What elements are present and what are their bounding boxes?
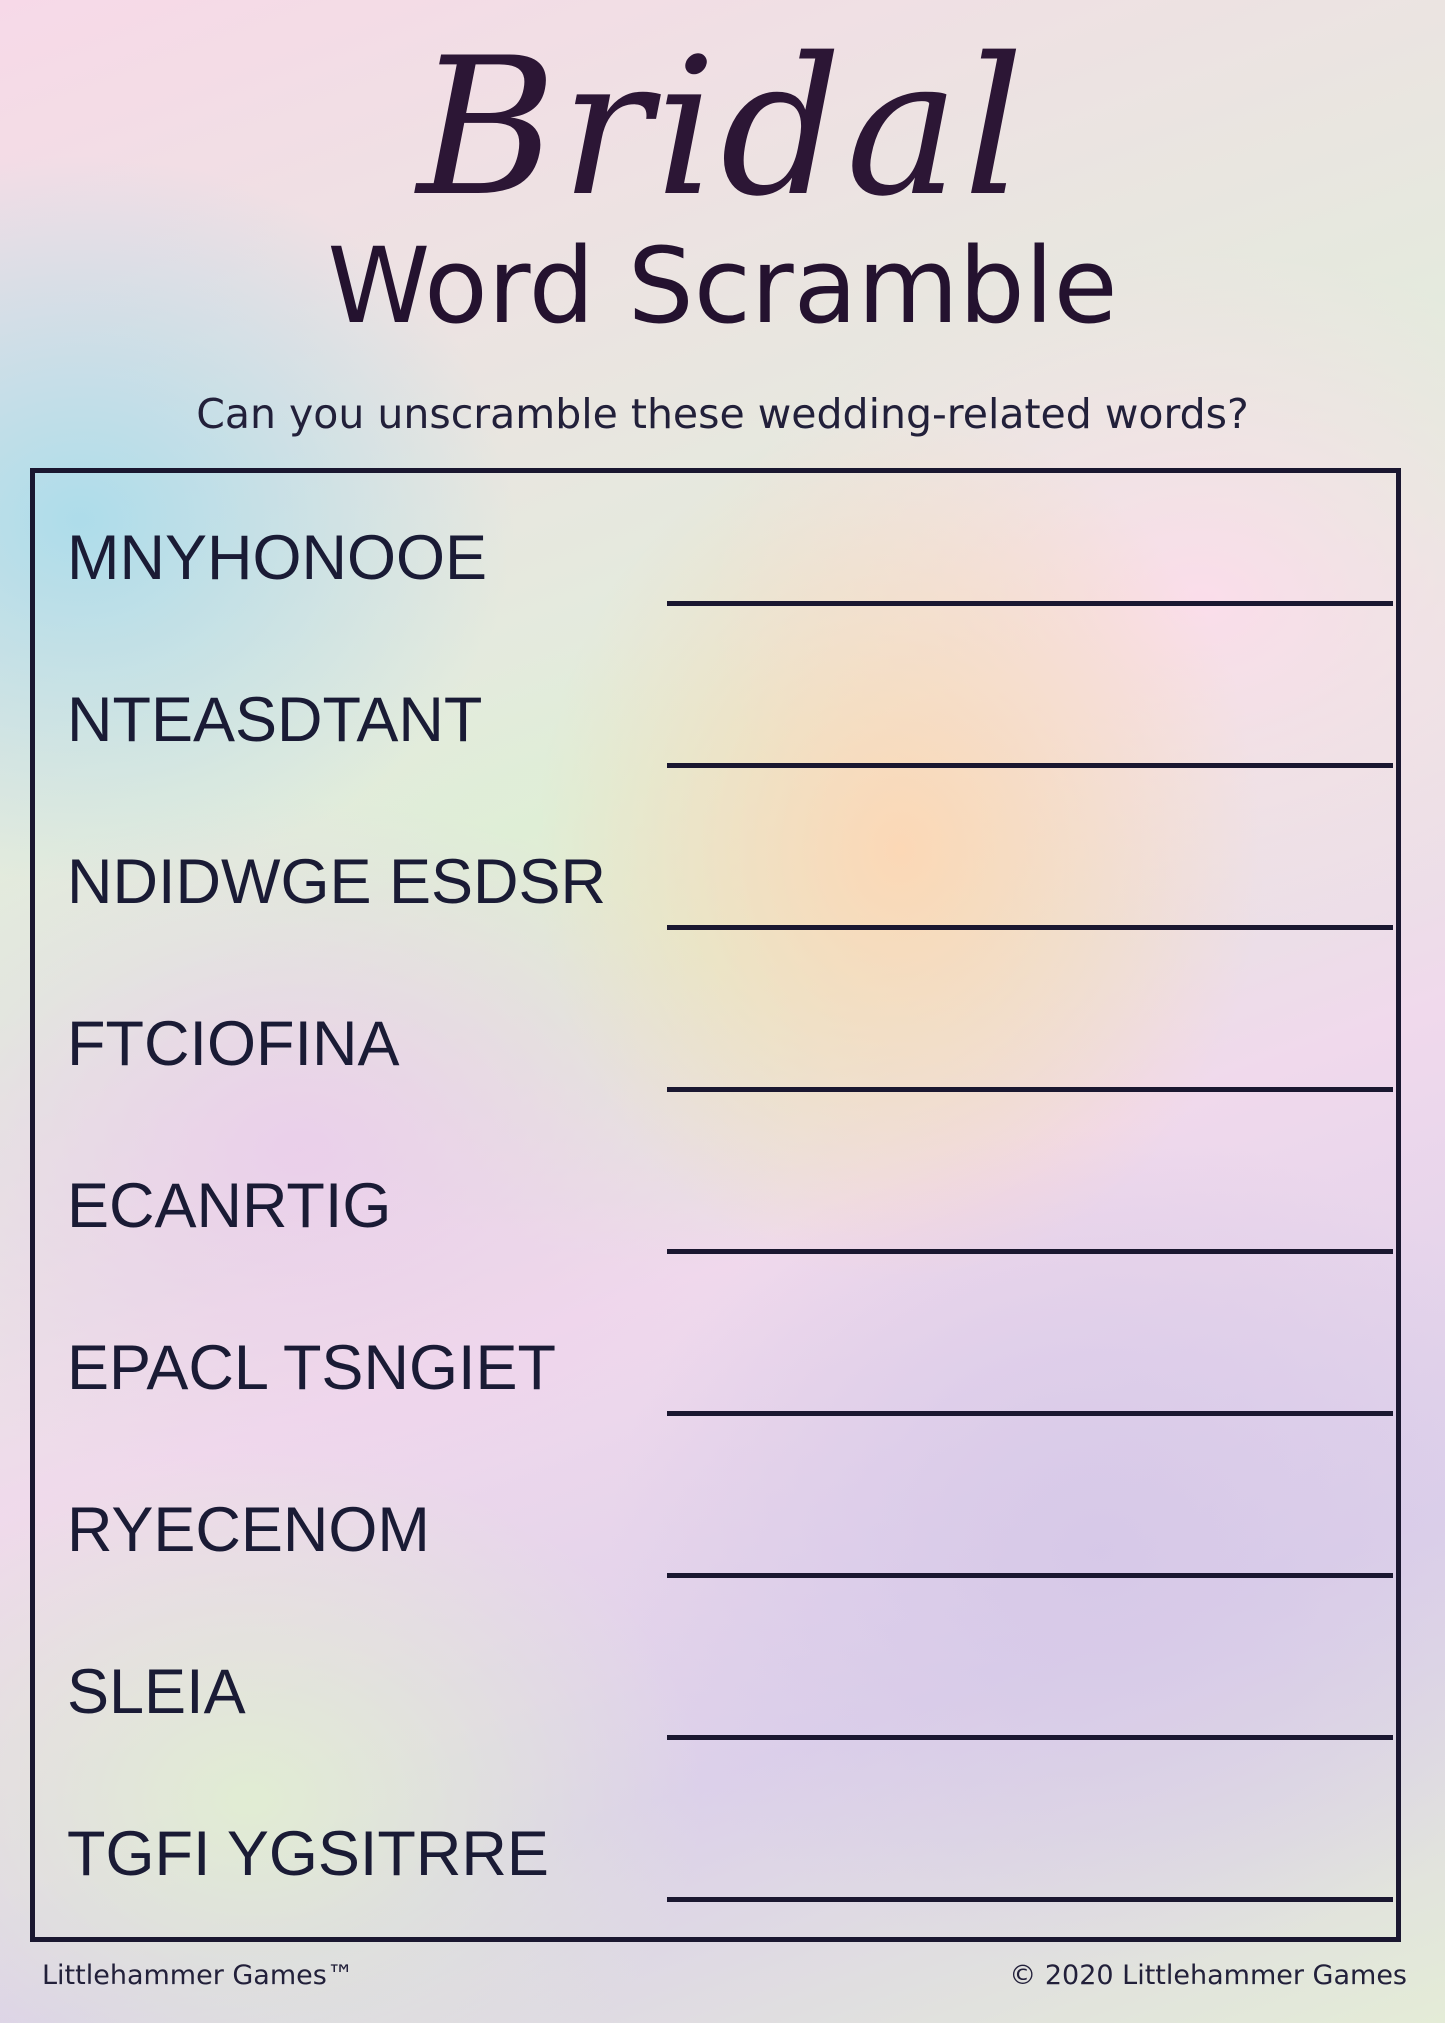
instructions: Can you unscramble these wedding-related words? xyxy=(196,390,1249,438)
brand-label: Littlehammer Games™ xyxy=(42,1960,354,1991)
scrambled-word: TGFI YGSITRRE xyxy=(67,1819,549,1889)
answer-line[interactable] xyxy=(667,763,1393,768)
puzzle-row xyxy=(35,1445,1396,1607)
answer-line[interactable] xyxy=(667,925,1393,930)
puzzle-row xyxy=(35,959,1396,1121)
puzzle-board xyxy=(30,468,1401,1942)
answer-line[interactable] xyxy=(667,1897,1393,1902)
puzzle-row xyxy=(35,1607,1396,1769)
answer-line[interactable] xyxy=(667,1087,1393,1092)
answer-line[interactable] xyxy=(667,1735,1393,1740)
puzzle-row xyxy=(35,1283,1396,1445)
scrambled-word: RYECENOM xyxy=(67,1495,430,1565)
puzzle-row xyxy=(35,1121,1396,1283)
scrambled-word: ECANRTIG xyxy=(67,1171,392,1241)
scrambled-word: NDIDWGE ESDSR xyxy=(67,847,607,917)
puzzle-row xyxy=(35,797,1396,959)
puzzle-row xyxy=(35,1769,1396,1931)
scrambled-word: SLEIA xyxy=(67,1657,246,1727)
page-title-script: Bridal xyxy=(417,17,1028,238)
answer-line[interactable] xyxy=(667,601,1393,606)
scrambled-word: EPACL TSNGIET xyxy=(67,1333,556,1403)
answer-line[interactable] xyxy=(667,1411,1393,1416)
answer-line[interactable] xyxy=(667,1249,1393,1254)
puzzle-row xyxy=(35,473,1396,635)
scrambled-word: NTEASDTANT xyxy=(67,685,483,755)
page-title: Word Scramble xyxy=(327,225,1118,347)
puzzle-row xyxy=(35,635,1396,797)
scrambled-word: FTCIOFINA xyxy=(67,1009,400,1079)
copyright-label: © 2020 Littlehammer Games xyxy=(1009,1960,1407,1991)
scrambled-word: MNYHONOOE xyxy=(67,523,488,593)
answer-line[interactable] xyxy=(667,1573,1393,1578)
